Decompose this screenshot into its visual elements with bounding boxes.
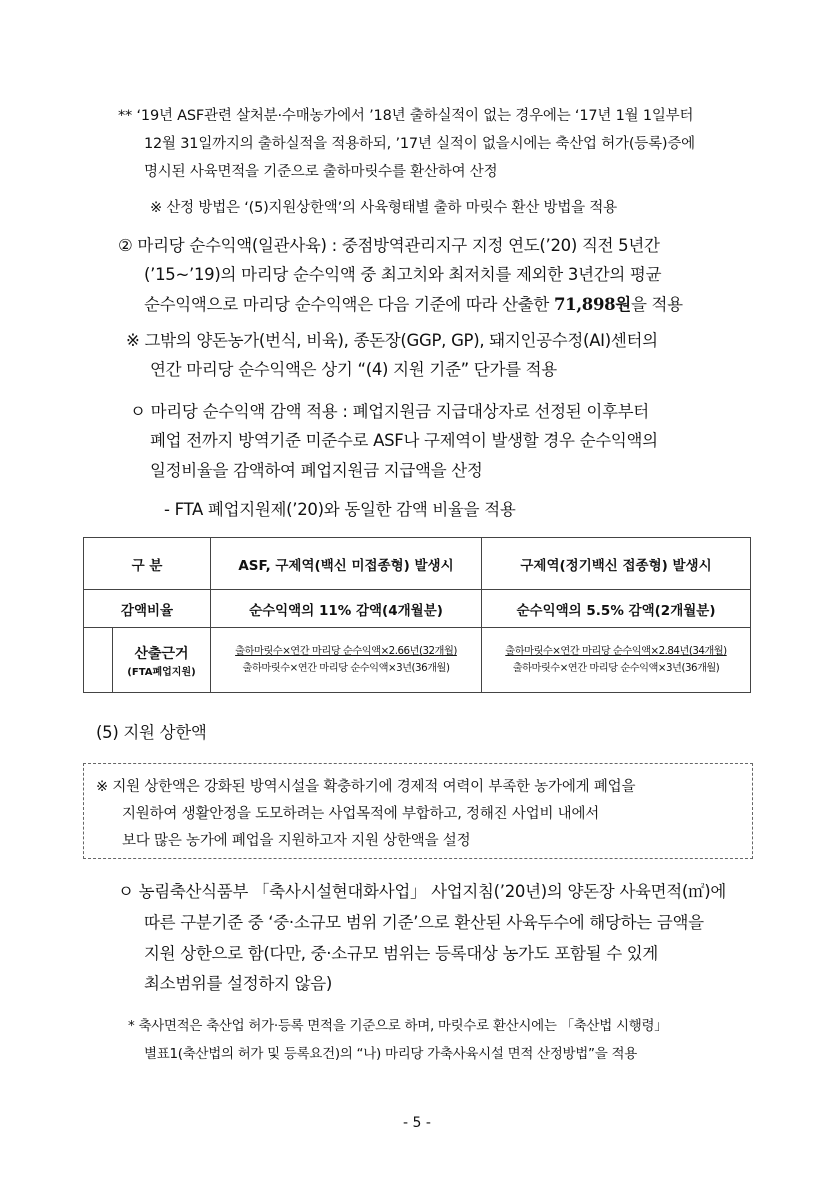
formula: 출하마릿수×연간 마리당 순수익액×2.66년(32개월) — [235, 645, 457, 657]
box-line: 지원하여 생활안정을 도모하려는 사업목적에 부합하고, 정해진 사업비 내에서 — [122, 806, 600, 822]
section-title: (5) 지원 상한액 — [96, 723, 207, 742]
other-farms-note: ※ 그밖의 양돈농가(번식, 비육), 종돈장(GGP, GP), 돼지인공수정(AI)센터의 — [126, 331, 658, 350]
table-cell: 감액비율 — [84, 590, 211, 628]
limit-line: 따른 구분기준 중 ‘중·소규모 범위 기준’으로 환산된 사육두수에 해당하는 금액을 — [144, 913, 704, 932]
fta-note: - FTA 폐업지원제(’20)와 동일한 감액 비율을 적용 — [164, 500, 516, 519]
box-line: ※ 지원 상한액은 강화된 방역시설을 확충하기에 경제적 여력이 부족한 농가에게 폐업을 — [96, 779, 636, 795]
table-header: 구제역(정기백신 접종형) 발생시 — [482, 538, 751, 590]
table-cell: 순수익액의 11% 감액(4개월분) — [211, 590, 482, 628]
note-line: ** ‘19년 ASF관련 살처분·수매농가에서 ’18년 출하실적이 없는 경우에는 ‘17년 1월 1일부터 — [118, 108, 694, 124]
amount-value: 71,898원 — [553, 295, 631, 314]
basis-sublabel: (FTA폐업지원) — [127, 666, 196, 678]
table-cell — [482, 628, 751, 693]
reduction-table — [83, 537, 751, 693]
basis-label: 산출근거 — [134, 645, 189, 662]
other-farms-note: 연간 마리당 순수익액은 상기 “(4) 지원 기준” 단가를 적용 — [150, 360, 557, 379]
item2-line: (’15~’19)의 마리당 순수익액 중 최고치와 최저치를 제외한 3년간의 평균 — [144, 265, 662, 284]
table-cell — [211, 628, 482, 693]
note-line: 명시된 사육면적을 기준으로 출하마릿수를 환산하여 산정 — [144, 164, 498, 180]
box-line: 보다 많은 농가에 폐업을 지원하고자 지원 상한액을 설정 — [122, 833, 471, 849]
reduction-line: ㅇ 마리당 순수익액 감액 적용 : 폐업지원금 지급대상자로 선정된 이후부터 — [130, 402, 649, 421]
formula: 출하마릿수×연간 마리당 순수익액×2.84년(34개월) — [505, 645, 727, 657]
page-number: - 5 - — [403, 1115, 431, 1131]
table-header: 구 분 — [84, 538, 211, 590]
reduction-line: 일정비율을 감액하여 폐업지원금 지급액을 산정 — [150, 461, 483, 480]
limit-line: ㅇ 농림축산식품부 「축사시설현대화사업」 사업지침(’20년)의 양돈장 사육면적(㎡)에 — [118, 882, 727, 901]
item2-line: ② 마리당 순수익액(일관사육) : 중점방역관리지구 지정 연도(’20) 직전 5년간 — [118, 236, 660, 255]
footnote-line: 별표1(축산법의 허가 및 등록요건)의 “나) 마리당 가축사육시설 면적 산정방법”을 적용 — [144, 1046, 637, 1062]
method-note: ※ 산정 방법은 ‘(5)지원상한액’의 사육형태별 출하 마릿수 환산 방법을 적용 — [150, 200, 617, 216]
reduction-line: 폐업 전까지 방역기준 미준수로 ASF나 구제역이 발생할 경우 순수익액의 — [150, 431, 658, 450]
limit-line: 지원 상한으로 함(다만, 중·소규모 범위는 등록대상 농가도 포함될 수 있게 — [144, 944, 659, 963]
limit-line: 최소범위를 설정하지 않음) — [144, 974, 333, 993]
table-cell: 순수익액의 5.5% 감액(2개월분) — [482, 590, 751, 628]
footnote-line: * 축사면적은 축산업 허가·등록 면적을 기준으로 하며, 마릿수로 환산시에는 「축산법 시행령」 — [128, 1018, 668, 1034]
note-line: 12월 31일까지의 출하실적을 적용하되, ’17년 실적이 없을시에는 축산업 허가(등록)증에 — [144, 136, 695, 152]
item2-line: 순수익액으로 마리당 순수익액은 다음 기준에 따라 산출한 71,898원을 적용 — [144, 295, 683, 314]
formula: 출하마릿수×연간 마리당 순수익액×3년(36개월) — [242, 662, 450, 674]
formula: 출하마릿수×연간 마리당 순수익액×3년(36개월) — [512, 662, 720, 674]
table-header: ASF, 구제역(백신 미접종형) 발생시 — [211, 538, 482, 590]
table-cell — [84, 628, 211, 693]
